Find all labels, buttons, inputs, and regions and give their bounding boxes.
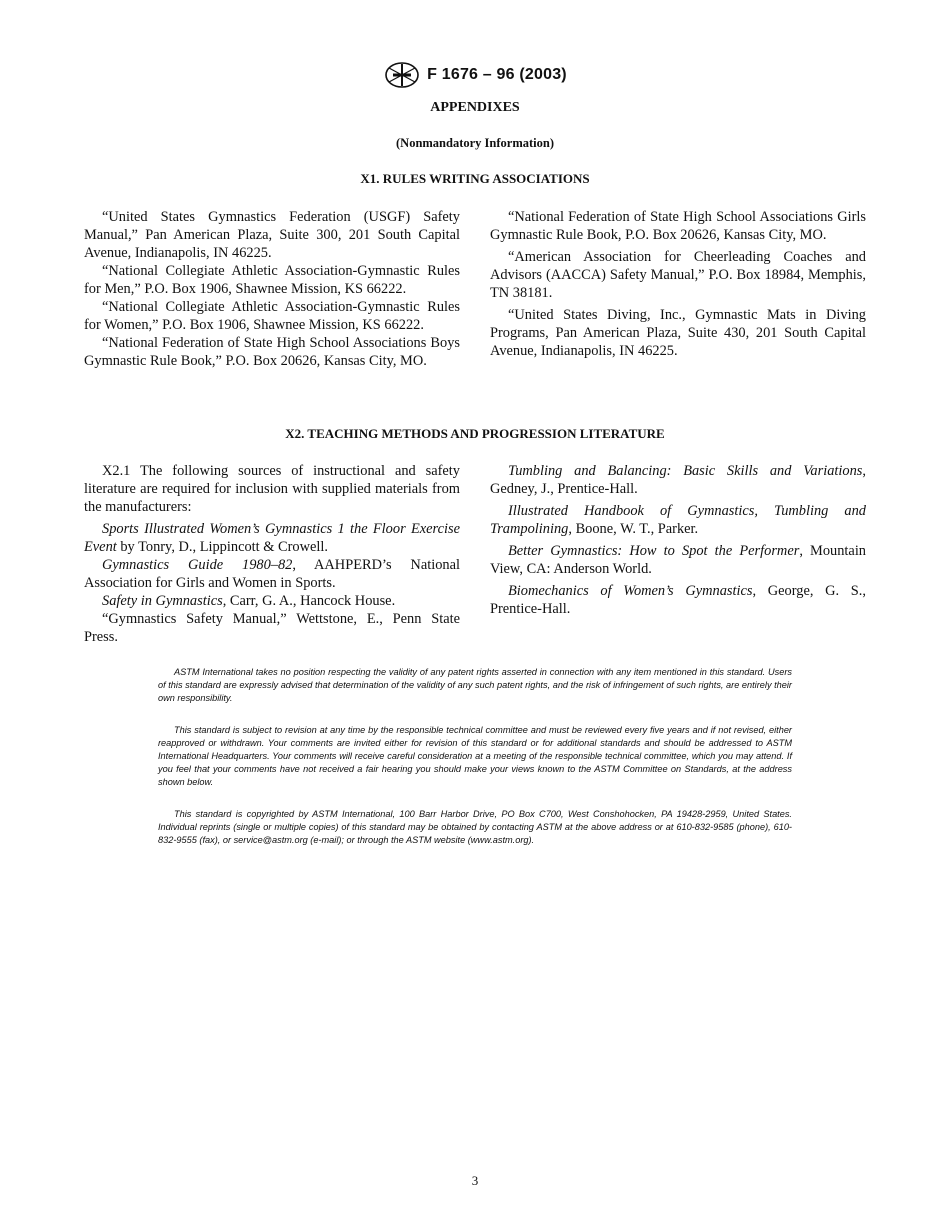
x2-right-column bbox=[490, 462, 866, 622]
x2-reference bbox=[84, 610, 460, 646]
reference-title: Tumbling and Balancing: Basic Skills and Variations bbox=[508, 463, 863, 479]
x1-reference: “National Collegiate Athletic Association-Gymnastic Rules for Men,” P.O. Box 1906, Shawnee Mission, KS 66222. bbox=[84, 263, 460, 297]
standard-designation: F 1676 – 96 (2003) bbox=[427, 66, 567, 83]
copyright-notice bbox=[158, 808, 792, 847]
x2-section-title: X2. TEACHING METHODS AND PROGRESSION LITERATURE bbox=[285, 426, 665, 441]
x1-reference: “United States Gymnastics Federation (USGF) Safety Manual,” Pan American Plaza, Suite 300, 201 South Capital Avenue, Indianapolis, IN 46225. bbox=[84, 209, 460, 261]
x1-section-title: X1. RULES WRITING ASSOCIATIONS bbox=[360, 171, 590, 186]
reference-details: , Boone, W. T., Parker. bbox=[568, 521, 699, 537]
reference-title: Better Gymnastics: How to Spot the Performer bbox=[508, 543, 800, 559]
x1-reference: “American Association for Cheerleading Coaches and Advisors (AACCA) Safety Manual,” P.O. Box 18984, Memphis, TN 38181. bbox=[490, 249, 866, 301]
x2-reference bbox=[490, 462, 866, 498]
x1-reference: “National Federation of State High School Associations Girls Gymnastic Rule Book, P.O. Box 20626, Kansas City, MO. bbox=[490, 209, 866, 243]
page-number: 3 bbox=[471, 1173, 479, 1188]
notice-text: This standard is subject to revision at any time by the responsible technical committee and must be reviewed every five years and if not revised, either reapproved or withdrawn. Your comments are invited either for revision of this standard or for additional standards and should be addressed to ASTM International Headquarters. Your comments will receive careful consideration at a meeting of the responsible technical committee, which you may attend. If you feel that your comments have not received a fair hearing you should make your views known to the ASTM Committee on Standards, at the address shown below. bbox=[158, 725, 792, 787]
x1-left-column bbox=[84, 208, 460, 370]
x2-reference bbox=[84, 592, 460, 610]
reference-details: by Tonry, D., Lippincott & Crowell. bbox=[116, 539, 329, 555]
x1-reference: “United States Diving, Inc., Gymnastic Mats in Diving Programs, Pan American Plaza, Suite 430, 201 South Capital Avenue, Indianapolis, IN 46225. bbox=[490, 307, 866, 359]
x1-reference: “National Collegiate Athletic Association-Gymnastic Rules for Women,” P.O. Box 1906, Shawnee Mission, KS 66222. bbox=[84, 299, 460, 333]
x1-right-column bbox=[490, 208, 866, 364]
reference-details: “Gymnastics Safety Manual,” Wettstone, E., Penn State Press. bbox=[84, 611, 460, 645]
notice-text: ASTM International takes no position respecting the validity of any patent rights asserted in connection with any item mentioned in this standard. Users of this standard are expressly advised that determination of the validity of any such patent rights, and the risk of infringement of such rights, are entirely their own responsibility. bbox=[158, 667, 792, 703]
x2-reference bbox=[490, 502, 866, 538]
reference-details: , AAHPERD’s National Association for Girls and Women in Sports. bbox=[84, 557, 460, 591]
x2-intro-paragraph: X2.1 The following sources of instructional and safety literature are required for inclusion with supplied materials from the manufacturers: bbox=[84, 463, 460, 515]
nonmandatory-label: (Nonmandatory Information) bbox=[396, 136, 554, 150]
reference-title: Biomechanics of Women’s Gymnastics bbox=[508, 583, 753, 599]
x2-reference bbox=[490, 542, 866, 578]
reference-title: Gymnastics Guide 1980–82 bbox=[102, 557, 293, 573]
reference-details: , Mountain View, CA: Anderson World. bbox=[490, 543, 867, 577]
document-header bbox=[0, 60, 950, 90]
reference-title: Safety in Gymnastics bbox=[102, 593, 223, 609]
reference-title: Illustrated Handbook of Gymnastics, Tumbling and Trampolining bbox=[490, 503, 866, 537]
reference-title: Sports Illustrated Women’s Gymnastics 1 the Floor Exercise Event bbox=[84, 521, 460, 555]
x2-reference bbox=[490, 582, 866, 618]
notice-text: This standard is copyrighted by ASTM International, 100 Barr Harbor Drive, PO Box C700, West Conshohocken, PA 19428-2959, United States. Individual reprints (single or multiple copies) of this standard may be obtained by contacting ASTM at the above address or at 610-832-9585 (phone), 610-832-9555 (fax), or service@astm.org (e-mail); or through the ASTM website (www.astm.org). bbox=[158, 809, 792, 845]
reference-details: , Gedney, J., Prentice-Hall. bbox=[490, 463, 866, 497]
reference-details: , Carr, G. A., Hancock House. bbox=[222, 593, 396, 609]
appendixes-title: APPENDIXES bbox=[430, 100, 520, 115]
x1-reference: “National Federation of State High School Associations Boys Gymnastic Rule Book,” P.O. Box 20626, Kansas City, MO. bbox=[84, 335, 460, 369]
patent-notice bbox=[158, 666, 792, 705]
astm-logo-icon bbox=[383, 60, 421, 90]
reference-details: , George, G. S., Prentice-Hall. bbox=[490, 583, 866, 617]
x2-reference bbox=[84, 520, 460, 556]
x2-left-column bbox=[84, 462, 460, 646]
revision-notice bbox=[158, 724, 792, 789]
x2-reference bbox=[84, 556, 460, 592]
